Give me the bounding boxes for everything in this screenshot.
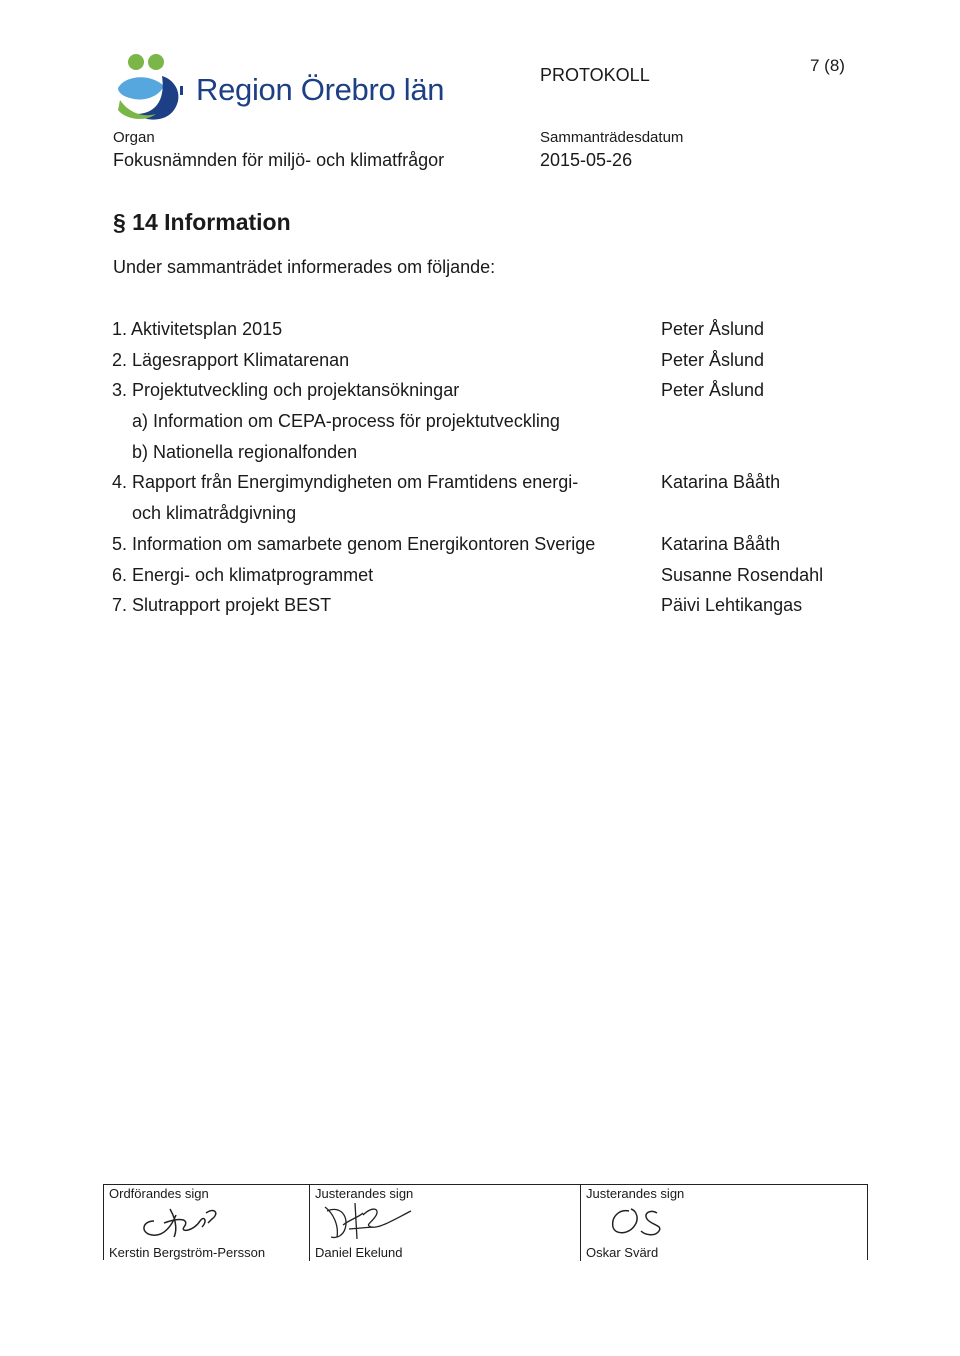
- item-presenter: Katarina Bååth: [661, 533, 781, 554]
- signature-label: Justerandes sign: [586, 1186, 685, 1201]
- organ-label: Organ: [113, 129, 155, 146]
- signature-cell-chair: [104, 1185, 309, 1261]
- item-text: b) Nationella regionalfonden: [132, 441, 358, 462]
- list-item: [112, 345, 872, 376]
- item-text: 1. Aktivitetsplan 2015: [112, 319, 283, 339]
- region-logo: [112, 52, 445, 128]
- signature-name: Oskar Svärd: [586, 1245, 659, 1260]
- signature-label: Ordförandes sign: [109, 1186, 209, 1201]
- item-text: 2. Lägesrapport Klimatarenan: [112, 349, 350, 370]
- section-title: § 14 Information: [113, 209, 291, 235]
- list-item: [112, 590, 872, 621]
- date-value: 2015-05-26: [540, 150, 633, 170]
- signature-icon: [124, 1199, 224, 1241]
- information-list: [112, 314, 872, 621]
- org-name: Region Örebro län: [196, 72, 445, 107]
- list-item: [112, 314, 872, 345]
- document-type: PROTOKOLL: [540, 65, 650, 85]
- list-item: [112, 560, 872, 591]
- item-presenter: Katarina Bååth: [661, 472, 781, 493]
- item-text: 6. Energi- och klimatprogrammet: [112, 564, 374, 585]
- list-item: [112, 437, 872, 468]
- list-item: [112, 375, 872, 406]
- item-presenter: Päivi Lehtikangas: [661, 595, 803, 616]
- region-logo-icon: [112, 52, 192, 128]
- section-intro: Under sammanträdet informerades om följande:: [113, 257, 496, 277]
- signature-name: Daniel Ekelund: [315, 1245, 403, 1260]
- page-number: 7 (8): [810, 56, 845, 75]
- list-item: [112, 498, 872, 529]
- signature-icon: [315, 1199, 415, 1243]
- item-text: 4. Rapport från Energimyndigheten om Framtidens energi-: [112, 472, 579, 493]
- date-label: Sammanträdesdatum: [540, 129, 684, 146]
- item-text: 3. Projektutveckling och projektansökningar: [112, 380, 460, 401]
- item-presenter: Peter Åslund: [661, 319, 765, 339]
- signature-cell-adjuster-2: [580, 1185, 868, 1261]
- list-item: [112, 529, 872, 560]
- item-text: och klimatrådgivning: [132, 503, 297, 524]
- item-text: 7. Slutrapport projekt BEST: [112, 595, 332, 616]
- signature-icon: [601, 1199, 681, 1241]
- organ-value: Fokusnämnden för miljö- och klimatfrågor: [113, 150, 445, 170]
- signature-label: Justerandes sign: [315, 1186, 414, 1201]
- signature-table: [103, 1184, 868, 1260]
- signature-cell-adjuster-1: [309, 1185, 580, 1261]
- list-item: [112, 406, 872, 437]
- item-text: a) Information om CEPA-process för projektutveckling: [132, 411, 560, 432]
- list-item: [112, 467, 872, 498]
- item-presenter: Peter Åslund: [661, 349, 765, 370]
- item-presenter: Susanne Rosendahl: [661, 564, 824, 585]
- signature-name: Kerstin Bergström-Persson: [109, 1245, 266, 1260]
- item-presenter: Peter Åslund: [661, 380, 765, 401]
- item-text: 5. Information om samarbete genom Energikontoren Sverige: [112, 533, 596, 554]
